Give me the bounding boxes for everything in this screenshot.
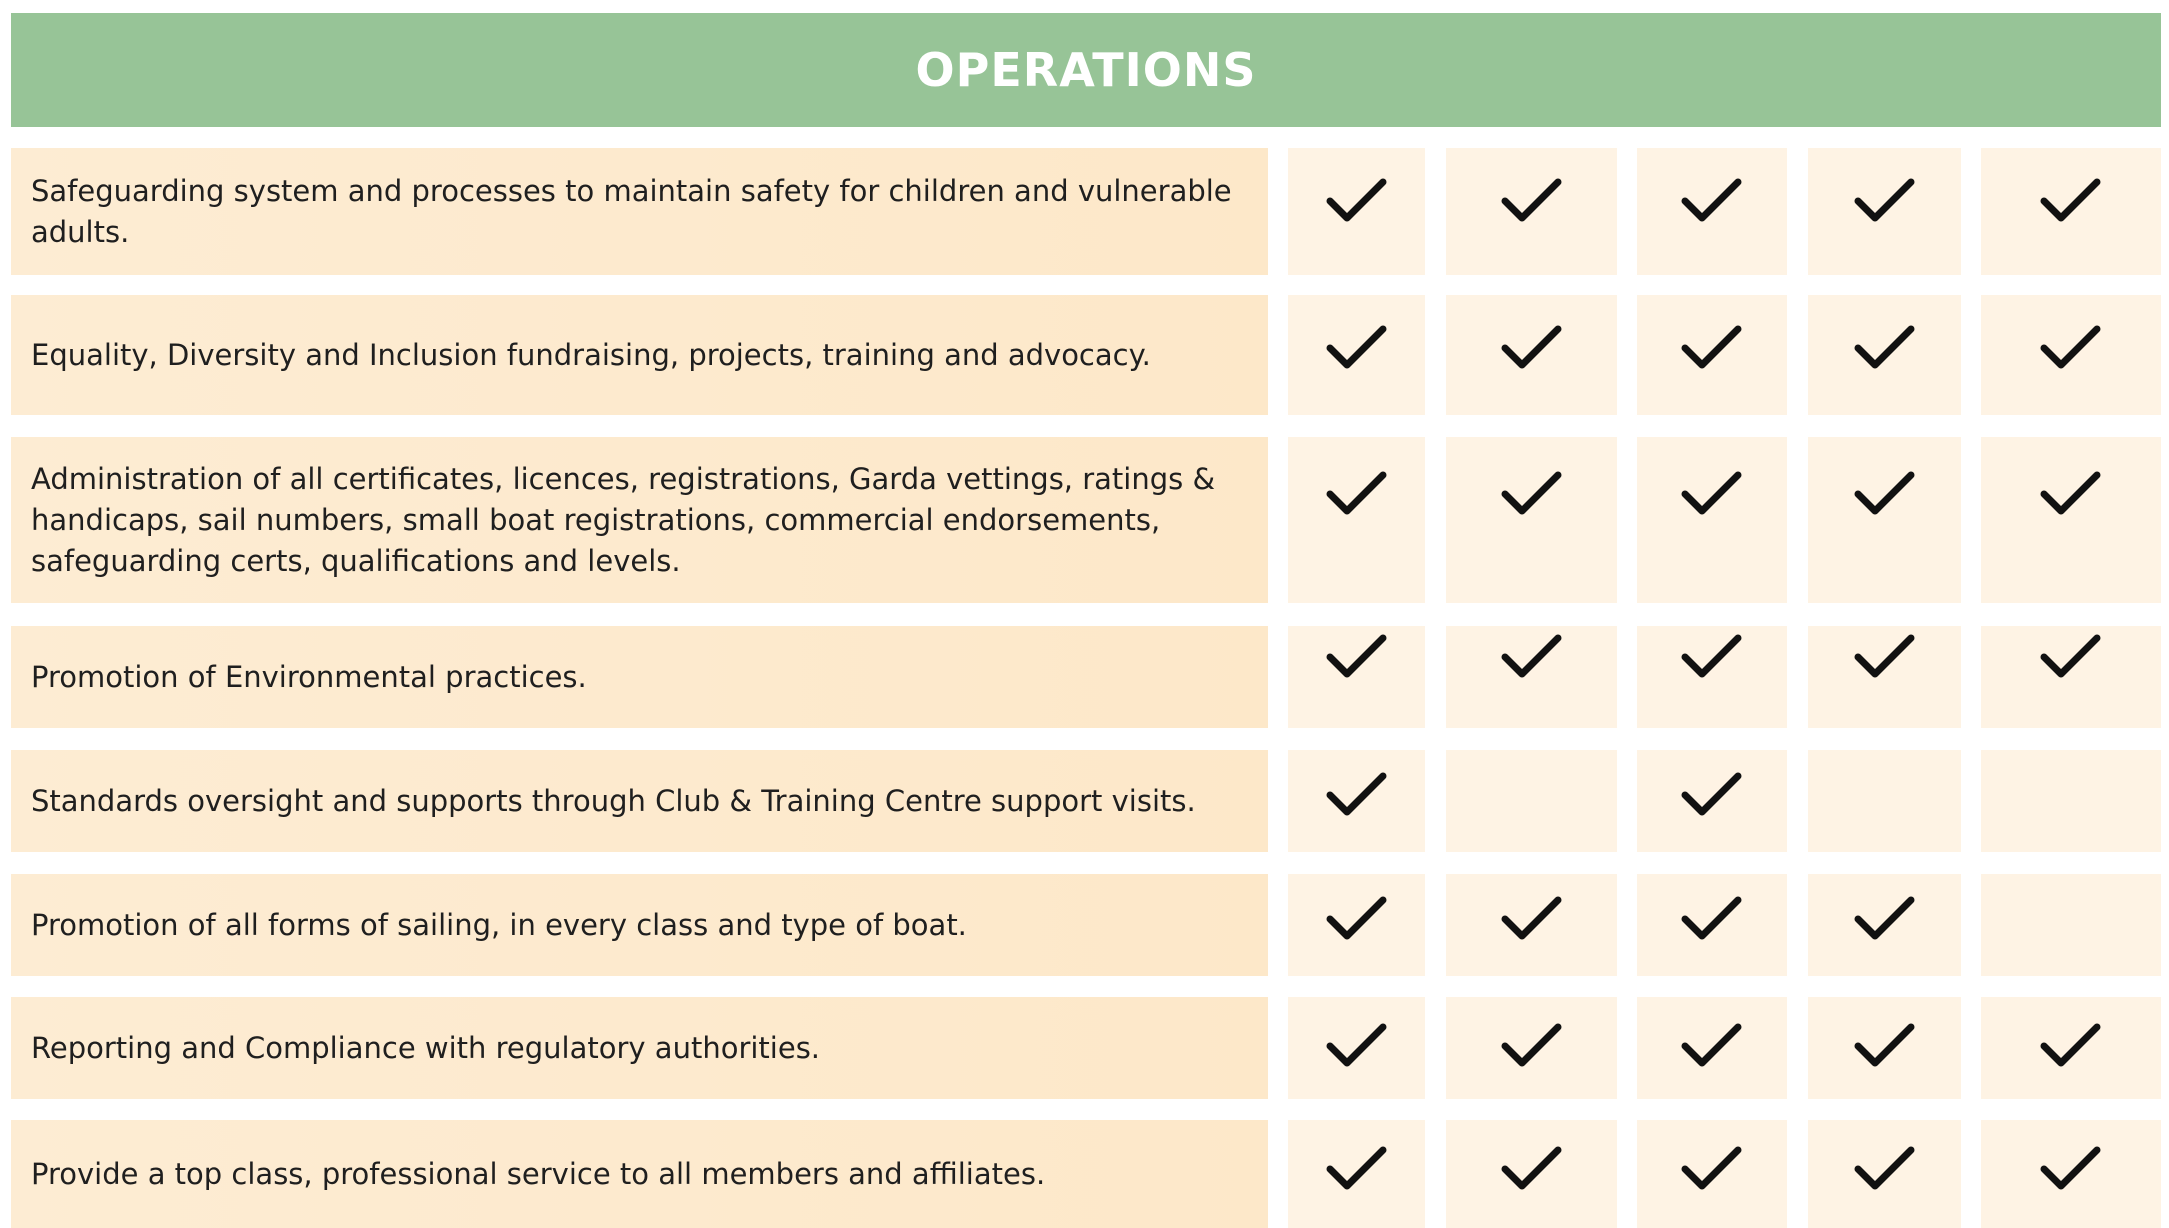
- row-description-cell: [11, 874, 1268, 976]
- table-row: [0, 148, 2169, 275]
- table-row: [0, 750, 2169, 852]
- table-row: [0, 437, 2169, 603]
- page-title: OPERATIONS: [915, 43, 1257, 97]
- check-cell-2: [1446, 874, 1617, 976]
- check-cell-4: [1808, 626, 1961, 728]
- row-description-cell: [11, 997, 1268, 1099]
- row-description-cell: [11, 437, 1268, 603]
- check-cell-2: [1446, 997, 1617, 1099]
- check-icon: [1680, 176, 1744, 226]
- row-description: Standards oversight and supports through Club & Training Centre support visits.: [31, 783, 1196, 818]
- check-cell-3: [1637, 626, 1787, 728]
- table-row: [0, 997, 2169, 1099]
- check-icon: [1500, 469, 1564, 519]
- check-icon: [1680, 469, 1744, 519]
- check-cell-1: [1288, 750, 1425, 852]
- check-icon: [1853, 469, 1917, 519]
- check-cell-1: [1288, 148, 1425, 275]
- check-icon: [2039, 1021, 2103, 1071]
- table-row: [0, 1120, 2169, 1228]
- check-icon: [1853, 1144, 1917, 1194]
- row-description: Promotion of Environmental practices.: [31, 659, 587, 694]
- check-icon: [2039, 469, 2103, 519]
- check-cell-2: [1446, 437, 1617, 603]
- check-icon: [1680, 894, 1744, 944]
- check-cell-4: [1808, 148, 1961, 275]
- check-icon: [1325, 323, 1389, 373]
- check-cell-2: [1446, 1120, 1617, 1228]
- check-cell-3: [1637, 295, 1787, 415]
- check-icon: [1500, 1144, 1564, 1194]
- check-cell-5: [1981, 437, 2161, 603]
- check-icon: [1500, 632, 1564, 682]
- check-cell-3: [1637, 874, 1787, 976]
- check-cell-3: [1637, 1120, 1787, 1228]
- row-description: Provide a top class, professional service to all members and affiliates.: [31, 1156, 1046, 1191]
- check-cell-4: [1808, 874, 1961, 976]
- check-cell-1: [1288, 295, 1425, 415]
- check-cell-2: [1446, 626, 1617, 728]
- check-cell-3: [1637, 750, 1787, 852]
- check-icon: [1500, 323, 1564, 373]
- check-cell-5: [1981, 1120, 2161, 1228]
- check-cell-5: [1981, 626, 2161, 728]
- check-icon: [1325, 770, 1389, 820]
- check-icon: [1853, 176, 1917, 226]
- check-cell-4: [1808, 1120, 1961, 1228]
- check-cell-5: [1981, 997, 2161, 1099]
- check-icon: [1325, 176, 1389, 226]
- row-description-cell: [11, 750, 1268, 852]
- check-cell-4: [1808, 750, 1961, 852]
- check-icon: [2039, 176, 2103, 226]
- check-icon: [1853, 894, 1917, 944]
- check-cell-3: [1637, 437, 1787, 603]
- row-description: Promotion of all forms of sailing, in every class and type of boat.: [31, 907, 967, 942]
- row-description-cell: [11, 295, 1268, 415]
- row-description: Administration of all certificates, licences, registrations, Garda vettings, ratings & handicaps, sail numbers, small boat registrations, commercial endorsements, safeguarding certs, qualifications and levels.: [31, 461, 1216, 578]
- check-icon: [1500, 176, 1564, 226]
- check-icon: [1680, 770, 1744, 820]
- check-icon: [2039, 632, 2103, 682]
- check-icon: [1325, 894, 1389, 944]
- check-icon: [1325, 632, 1389, 682]
- check-cell-5: [1981, 874, 2161, 976]
- check-cell-4: [1808, 997, 1961, 1099]
- row-description: Equality, Diversity and Inclusion fundraising, projects, training and advocacy.: [31, 337, 1151, 372]
- row-description-cell: [11, 1120, 1268, 1228]
- check-cell-2: [1446, 295, 1617, 415]
- check-icon: [1500, 894, 1564, 944]
- check-cell-3: [1637, 148, 1787, 275]
- check-icon: [1853, 323, 1917, 373]
- row-description: Safeguarding system and processes to maintain safety for children and vulnerable adults.: [31, 173, 1232, 249]
- check-cell-1: [1288, 437, 1425, 603]
- table-row: [0, 626, 2169, 728]
- check-cell-1: [1288, 997, 1425, 1099]
- check-icon: [1853, 632, 1917, 682]
- check-icon: [1680, 1021, 1744, 1071]
- table-row: [0, 295, 2169, 415]
- check-icon: [2039, 1144, 2103, 1194]
- check-cell-3: [1637, 997, 1787, 1099]
- table-row: [0, 874, 2169, 976]
- row-description: Reporting and Compliance with regulatory authorities.: [31, 1030, 821, 1065]
- check-icon: [1680, 1144, 1744, 1194]
- check-icon: [1325, 1144, 1389, 1194]
- check-cell-4: [1808, 295, 1961, 415]
- check-icon: [1680, 632, 1744, 682]
- check-cell-2: [1446, 750, 1617, 852]
- check-cell-5: [1981, 148, 2161, 275]
- row-description-cell: [11, 626, 1268, 728]
- check-icon: [2039, 323, 2103, 373]
- check-icon: [1680, 323, 1744, 373]
- row-description-cell: [11, 148, 1268, 275]
- check-cell-5: [1981, 750, 2161, 852]
- check-cell-2: [1446, 148, 1617, 275]
- check-cell-4: [1808, 437, 1961, 603]
- operations-header: [11, 13, 2161, 127]
- check-cell-5: [1981, 295, 2161, 415]
- check-icon: [1500, 1021, 1564, 1071]
- check-cell-1: [1288, 626, 1425, 728]
- check-icon: [1325, 469, 1389, 519]
- check-icon: [1325, 1021, 1389, 1071]
- check-icon: [1853, 1021, 1917, 1071]
- check-cell-1: [1288, 874, 1425, 976]
- check-cell-1: [1288, 1120, 1425, 1228]
